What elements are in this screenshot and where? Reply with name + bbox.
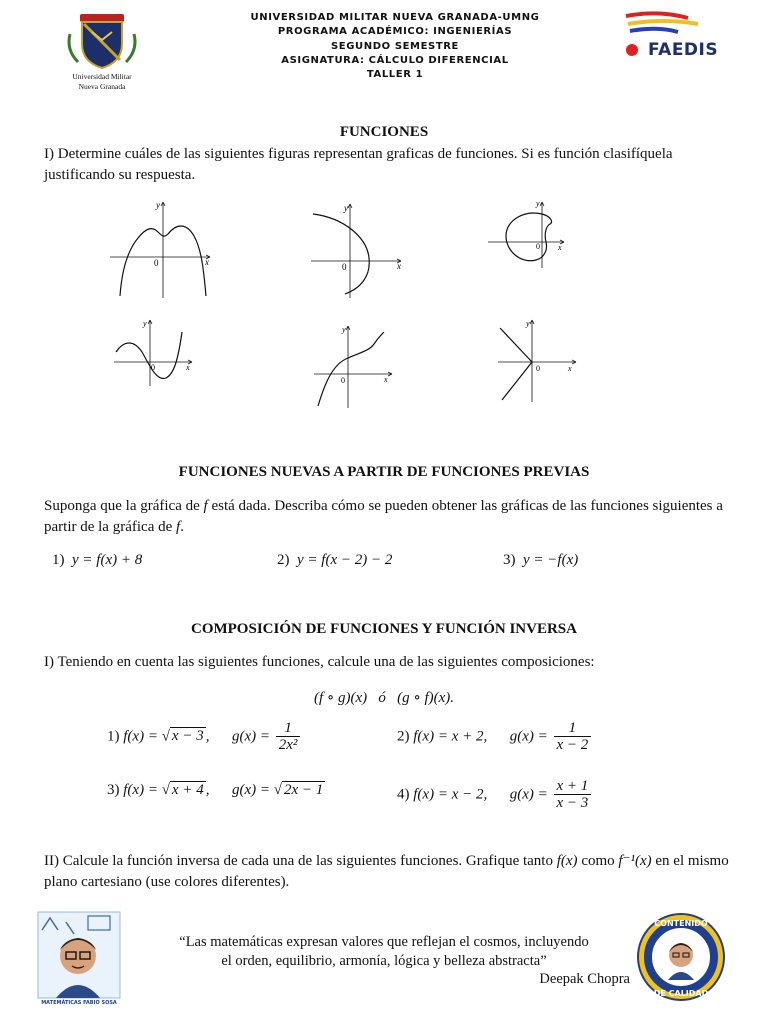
transform-item-2: 2) y = f(x − 2) − 2	[277, 552, 393, 568]
graph-3-y-label: y	[536, 199, 540, 208]
quality-badge-icon	[636, 912, 726, 1002]
section-title-funciones: FUNCIONES	[339, 124, 429, 140]
graph-6-origin-label: 0	[536, 364, 540, 373]
composition-item-3: 3) f(x) = √ x + 4 , g(x) = √ 2x − 1	[107, 782, 324, 798]
teacher-avatar-icon	[36, 910, 122, 1000]
graph-2	[305, 198, 415, 300]
header-semester: SEGUNDO SEMESTRE	[331, 41, 459, 52]
university-logo-text-2: Nueva Granada	[78, 82, 126, 91]
section-title-funciones-nuevas: FUNCIONES NUEVAS A PARTIR DE FUNCIONES PREVIAS	[178, 464, 590, 480]
graph-3	[484, 198, 574, 270]
math-teacher-logo	[36, 910, 122, 1010]
header-subject: ASIGNATURA: CÁLCULO DIFERENCIAL	[281, 55, 509, 66]
header-program: PROGRAMA ACADÉMICO: INGENIERÍAS	[277, 26, 513, 37]
graph-5-origin-label: 0	[341, 376, 345, 385]
graph-1-y-label: y	[156, 200, 160, 210]
quote-author: Deepak Chopra	[539, 971, 630, 987]
quote-line-1: “Las matemáticas expresan valores que reflejan el cosmos, incluyendo	[179, 934, 589, 950]
quality-badge	[636, 912, 726, 1002]
section-title-composicion: COMPOSICIÓN DE FUNCIONES Y FUNCIÓN INVERSA	[190, 621, 577, 637]
section3-instruction: I) Teniendo en cuenta las siguientes funciones, calcule una de las siguientes composiciones:	[44, 654, 595, 670]
quote-line-2: el orden, equilibrio, armonía, lógica y belleza abstracta”	[221, 953, 547, 969]
section2-instruction: Suponga que la gráfica de f está dada. Describa cómo se pueden obtener las gráficas de las funciones siguientes a partir de la gráfica de f.	[44, 498, 723, 535]
composition-item-2: 2) f(x) = x + 2, g(x) = $\frac{1}{x - 2}$	[397, 720, 593, 754]
university-shield-icon	[62, 10, 142, 72]
faedis-logo-text: FAEDIS	[648, 40, 719, 60]
graph-2-origin-label: 0	[342, 262, 347, 272]
graph-4-y-label: y	[143, 319, 147, 328]
graph-6-y-label: y	[526, 319, 530, 328]
graph-5	[310, 322, 400, 410]
graph-1	[108, 198, 218, 300]
transform-item-1: 1) y = f(x) + 8	[52, 552, 143, 568]
badge-bottom-text: DE CALIDAD	[653, 989, 709, 998]
faedis-logo	[618, 8, 738, 64]
university-logo-text-1: Universidad Militar	[72, 72, 132, 81]
graph-3-x-label: x	[558, 243, 562, 252]
inverse-instruction: II) Calcule la función inversa de cada una de las siguientes funciones. Grafique tanto f(x) como f⁻¹(x) en el mismo plano cartesiano (use colores diferentes).	[44, 853, 729, 890]
section1-instruction: I) Determine cuáles de las siguientes figuras representan graficas de funciones. Si es función clasifíquela justificando su respuesta.	[44, 146, 673, 183]
graph-4-x-label: x	[186, 363, 190, 372]
badge-top-text: CONTENIDO	[654, 919, 708, 928]
composition-formula: (f ∘ g)(x) ó (g ∘ f)(x).	[313, 690, 455, 706]
graph-3-origin-label: 0	[536, 242, 540, 251]
composition-item-4: 4) f(x) = x − 2, g(x) = $\frac{x + 1}{x - 3}$	[397, 778, 593, 812]
header-workshop: TALLER 1	[366, 69, 424, 80]
graph-6-x-label: x	[568, 364, 572, 373]
graph-2-y-label: y	[344, 203, 348, 213]
teacher-logo-caption: MATEMÁTICAS FABIO SOSA	[41, 1000, 117, 1006]
graph-4	[110, 316, 200, 388]
graph-5-x-label: x	[384, 375, 388, 384]
header-university: UNIVERSIDAD MILITAR NUEVA GRANADA-UMNG	[250, 12, 540, 23]
graph-1-origin-label: 0	[154, 258, 159, 268]
composition-item-1: 1) f(x) = √ x − 3 , g(x) = $\frac{1}{\text{2x²}}$	[107, 720, 302, 754]
graph-4-origin-label: 0	[151, 363, 155, 372]
graph-5-y-label: y	[342, 325, 346, 334]
transform-item-3: 3) y = −f(x)	[503, 552, 579, 568]
university-logo	[62, 10, 142, 94]
graph-1-x-label: x	[205, 257, 209, 267]
graph-6	[494, 316, 584, 404]
graph-2-x-label: x	[397, 261, 401, 271]
